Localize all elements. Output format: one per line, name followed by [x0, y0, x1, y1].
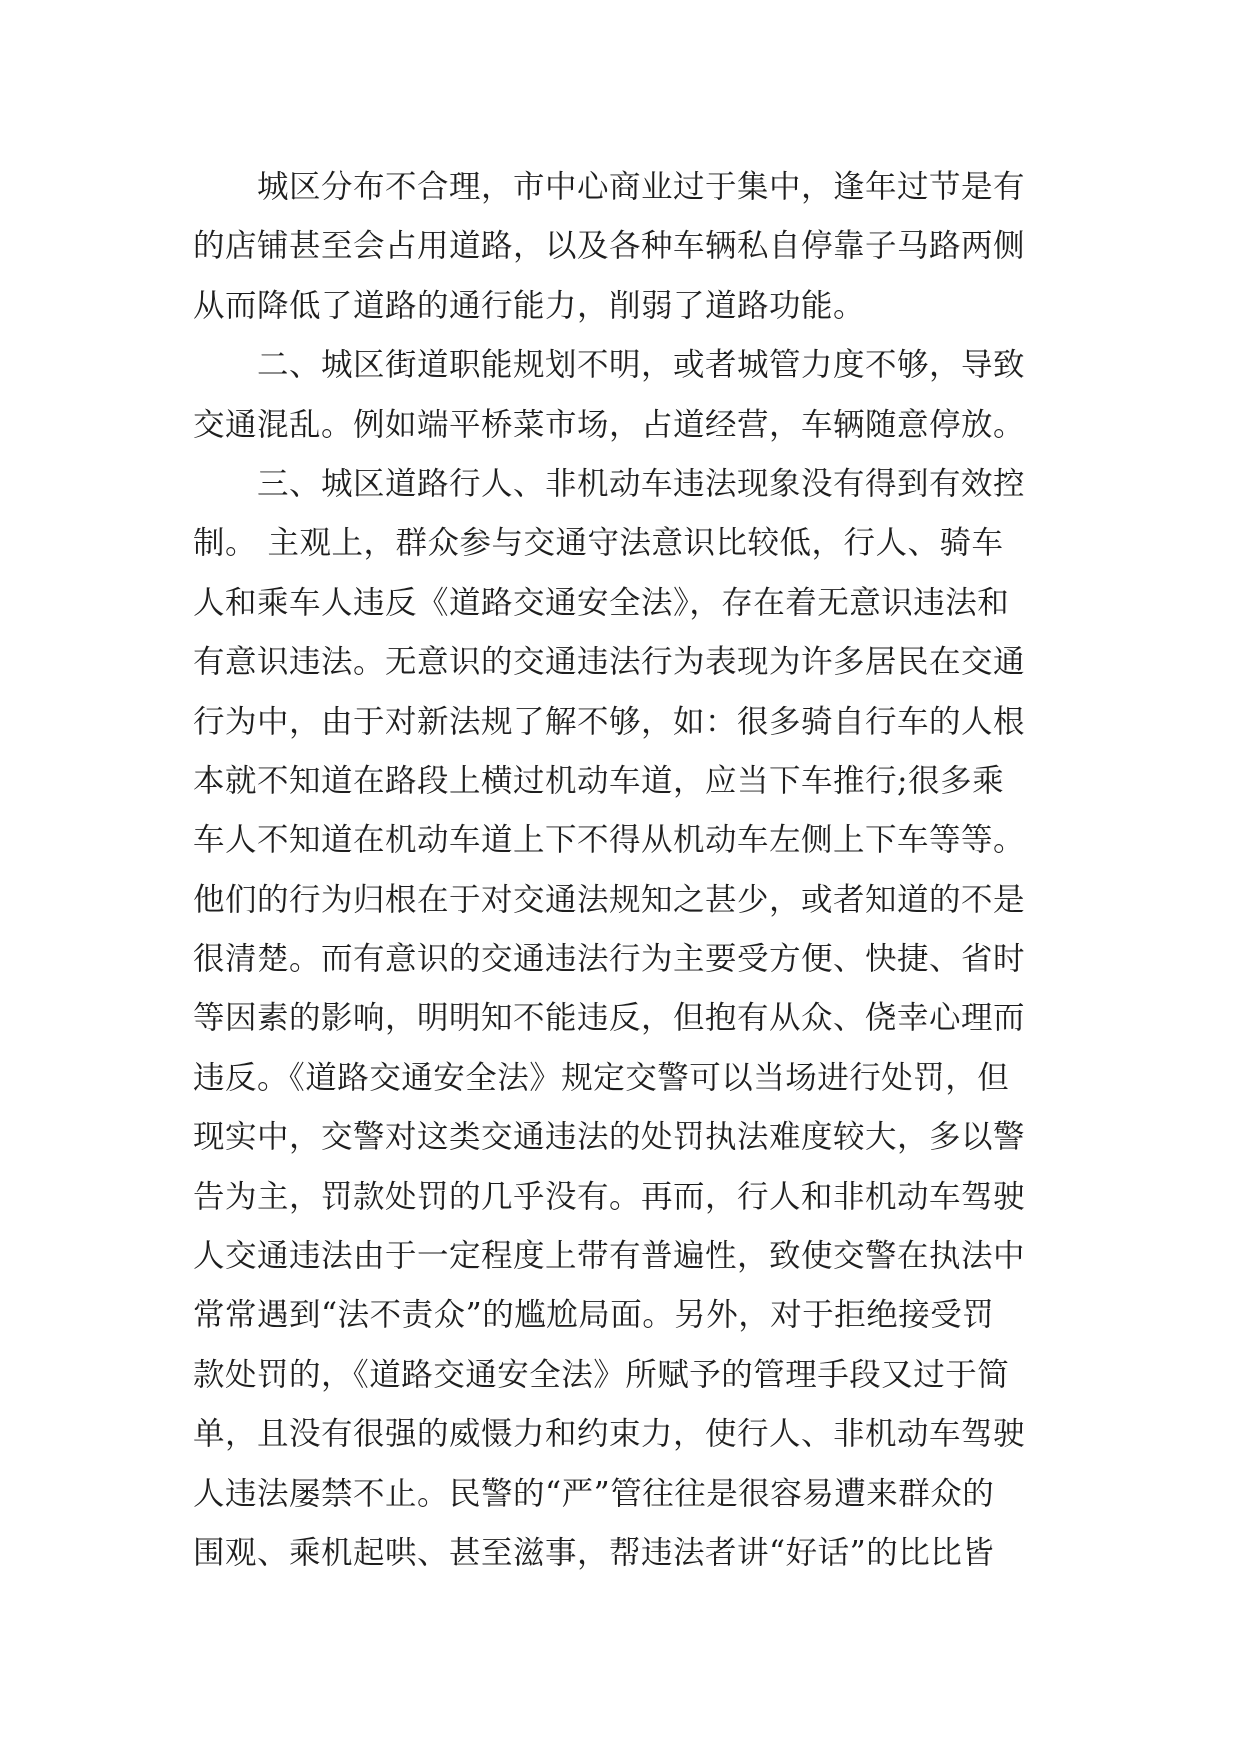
text-line: 等因素的影响，明明知不能违反，但抱有从众、侥幸心理而: [193, 1000, 1026, 1037]
text-line: 的店铺甚至会占用道路，以及各种车辆私自停靠子马路两侧: [193, 228, 1026, 265]
text-line: 三、城区道路行人、非机动车违法现象没有得到有效控: [193, 465, 1026, 502]
text-line: 二、城区街道职能规划不明，或者城管力度不够，导致: [193, 347, 1026, 384]
text-line: 人和乘车人违反《道路交通安全法》，存在着无意识违法和: [193, 584, 1010, 621]
text-line: 交通混乱。例如端平桥菜市场，占道经营，车辆随意停放。: [193, 406, 1026, 443]
text-line: 常常遇到“法不责众”的尴尬局面。另外，对于拒绝接受罚: [193, 1297, 995, 1334]
text-line: 款处罚的，《道路交通安全法》所赋予的管理手段又过于简: [193, 1356, 1010, 1393]
text-line: 围观、乘机起哄、甚至滋事，帮违法者讲“好话”的比比皆: [193, 1534, 995, 1571]
text-line: 人违法屡禁不止。民警的“严”管往往是很容易遭来群众的: [193, 1475, 995, 1512]
text-line: 他们的行为归根在于对交通法规知之甚少，或者知道的不是: [193, 881, 1026, 918]
text-line: 现实中，交警对这类交通违法的处罚执法难度较大，多以警: [193, 1119, 1026, 1156]
text-line: 行为中，由于对新法规了解不够，如：很多骑自行车的人根: [193, 703, 1026, 740]
text-line: 很清楚。而有意识的交通违法行为主要受方便、快捷、省时: [193, 941, 1026, 978]
text-line: 人交通违法由于一定程度上带有普遍性，致使交警在执法中: [193, 1238, 1026, 1275]
text-line: 本就不知道在路段上横过机动车道，应当下车推行;很多乘: [193, 762, 1005, 799]
text-line: 车人不知道在机动车道上下不得从机动车左侧上下车等等。: [193, 822, 1026, 859]
text-line: 违反。《道路交通安全法》规定交警可以当场进行处罚，但: [193, 1059, 1010, 1096]
text-line: 单，且没有很强的威慑力和约束力，使行人、非机动车驾驶: [193, 1416, 1026, 1453]
document-body: [193, 158, 1053, 1583]
text-line: 制。 主观上，群众参与交通守法意识比较低，行人、骑车: [193, 525, 1004, 562]
text-line: 告为主，罚款处罚的几乎没有。再而，行人和非机动车驾驶: [193, 1178, 1026, 1215]
text-line: 从而降低了道路的通行能力，削弱了道路功能。: [193, 287, 866, 324]
text-line: 有意识违法。无意识的交通违法行为表现为许多居民在交通: [193, 644, 1026, 681]
text-line: 城区分布不合理，市中心商业过于集中，逢年过节是有: [193, 169, 1026, 205]
